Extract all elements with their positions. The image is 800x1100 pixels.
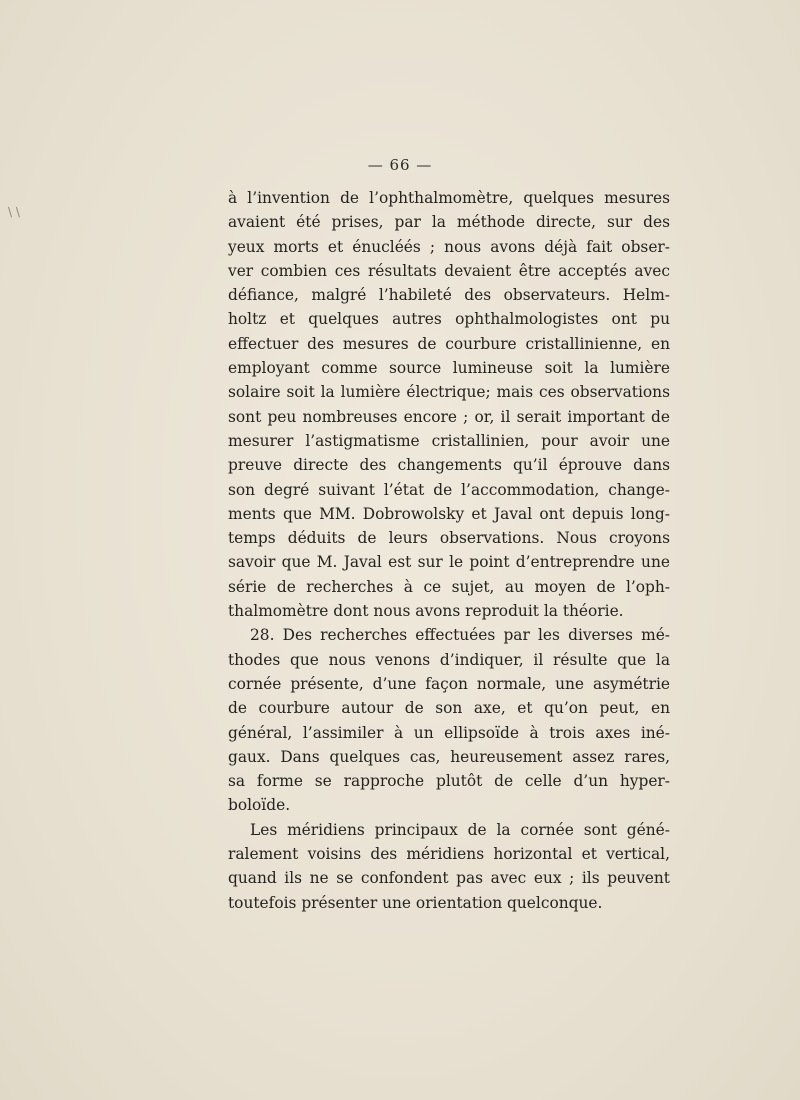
text-line: sont peu nombreuses encore ; or, il serait important de	[228, 407, 670, 426]
text-line: quand ils ne se confondent pas avec eux ; ils peuvent	[228, 869, 670, 888]
text-line: avaient été prises, par la méthode directe, sur des	[228, 213, 670, 232]
text-line: mesurer l’astigmatisme cristallinien, pour avoir une	[228, 431, 670, 450]
text-line: 28. Des recherches effectuées par les diverses mé-	[250, 626, 670, 645]
text-line: boloïde.	[228, 796, 291, 815]
text-line: ments que MM. Dobrowolsky et Javal ont depuis long-	[228, 504, 670, 523]
text-line: à l’invention de l’ophthalmomètre, quelques mesures	[228, 189, 670, 207]
text-line: série de recherches à ce sujet, au moyen de l’oph-	[228, 577, 670, 596]
text-line: cornée présente, d’une façon normale, une asymétrie	[228, 674, 670, 693]
text-line: ver combien ces résultats devaient être acceptés avec	[228, 261, 670, 280]
text-line: employant comme source lumineuse soit la lumière	[228, 359, 670, 378]
body-text	[228, 186, 670, 915]
text-line: temps déduits de leurs observations. Nous croyons	[228, 529, 670, 548]
text-line: de courbure autour de son axe, et qu’on peut, en	[228, 699, 670, 718]
text-line: gaux. Dans quelques cas, heureusement assez rares,	[228, 747, 670, 766]
text-line: sa forme se rapproche plutôt de celle d’un hyper-	[228, 772, 670, 791]
text-line: thalmomètre dont nous avons reproduit la théorie.	[228, 602, 624, 621]
text-line: son degré suivant l’état de l’accommodation, change-	[228, 480, 670, 499]
text-line: toutefois présenter une orientation quelconque.	[228, 893, 603, 912]
page-number: — 66 —	[367, 156, 433, 174]
text-line: preuve directe des changements qu’il éprouve dans	[228, 456, 670, 475]
text-line: savoir que M. Javal est sur le point d’entreprendre une	[228, 553, 670, 572]
text-line: holtz et quelques autres ophthalmologistes ont pu	[228, 310, 670, 329]
text-line: ralement voisins des méridiens horizontal et vertical,	[228, 845, 670, 864]
margin-mark: \ \	[8, 205, 20, 219]
text-line: effectuer des mesures de courbure cristallinienne, en	[228, 334, 670, 353]
text-line: thodes que nous venons d’indiquer, il résulte que la	[228, 650, 670, 669]
text-line: solaire soit la lumière électrique; mais ces observations	[228, 383, 670, 402]
text-line: Les méridiens principaux de la cornée sont géné-	[250, 820, 670, 839]
text-line: défiance, malgré l’habileté des observateurs. Helm-	[228, 286, 670, 305]
text-line: général, l’assimiler à un ellipsoïde à trois axes iné-	[228, 723, 670, 742]
text-line: yeux morts et énucléés ; nous avons déjà fait obser-	[228, 237, 670, 256]
